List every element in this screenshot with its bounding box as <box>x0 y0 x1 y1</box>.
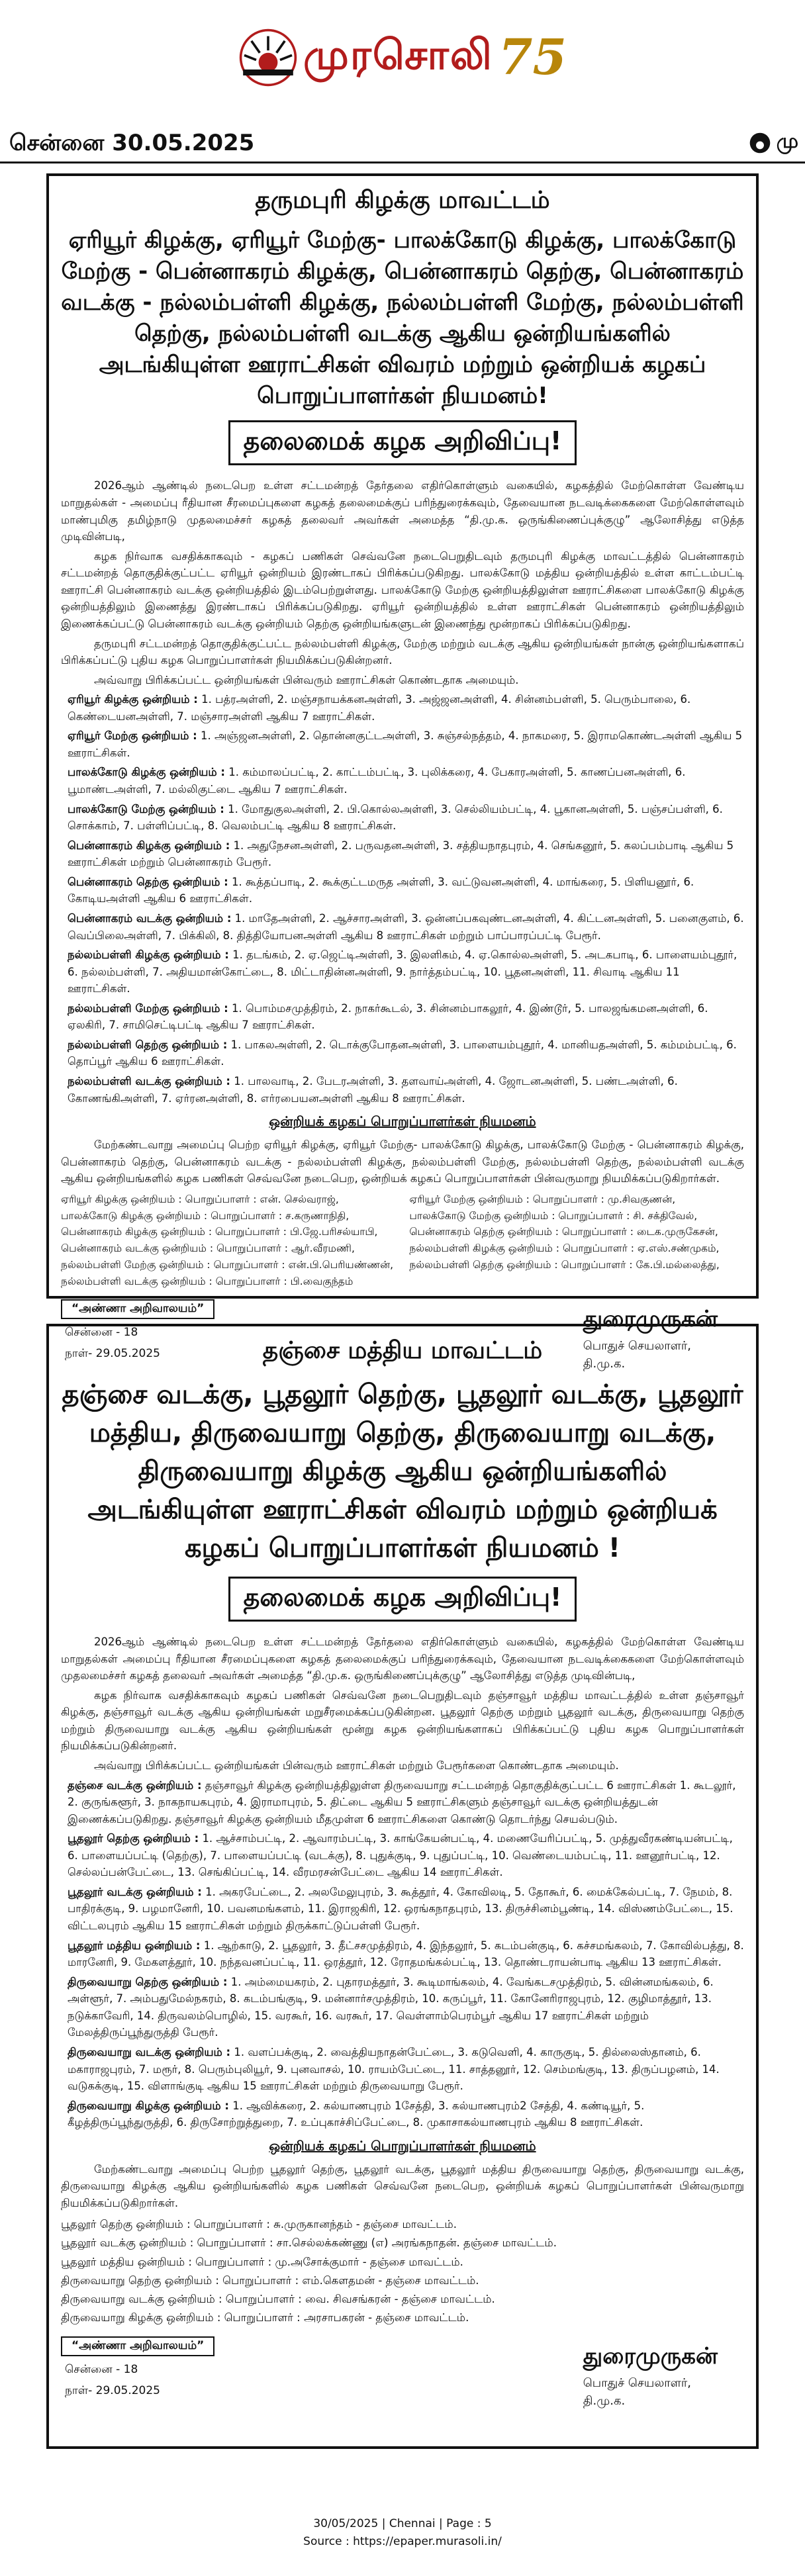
masthead <box>0 0 805 126</box>
masthead-title: முரசொலி <box>303 30 493 79</box>
union-villages: 1. பாலவாடி, 2. பேடரஅள்ளி, 3. தளவாய்அள்ளி, 4. ஜோடனஅள்ளி, 5. பண்டஅள்ளி, 6. கோணங்கிஅள்ளி, 7. ஏர்ரனஅள்ளி, 8. எர்ரபையனஅள்ளி ஆகிய 8 ஊராட்சிகள். <box>68 1075 678 1105</box>
appointments-heading: ஒன்றியக் கழகப் பொறுப்பாளர்கள் நியமனம் <box>269 1113 536 1130</box>
union-list-item <box>68 1937 744 1971</box>
corner-brand <box>749 130 798 156</box>
union-villages: 1. அஞ்ஜனஅள்ளி, 2. தொன்னகுட்டஅள்ளி, 3. சுஞ்சல்நத்தம், 4. நாகமரை, 5. இராமகொண்டஅள்ளி ஆகிய 5 ஊராட்சிகள். <box>68 729 743 759</box>
union-name: ஏரியூர் கிழக்கு ஒன்றியம் : <box>68 693 198 706</box>
appointments-paragraph: மேற்கண்டவாறு அமைப்பு பெற்ற பூதலூர் தெற்கு, பூதலூர் வடக்கு, பூதலூர் மத்திய திருவையாறு தெற்கு, திருவையாறு வடக்கு, திருவையாறு கிழக்கு ஆகிய ஒன்றியங்களில் கழக பணிகள் செவ்வனே நடைபெற, ஒன்றியக் கழகப் பொறுப்பாளர்கள் பின்வருமாறு நியமிக்கப்படுகிறார்கள். <box>61 2162 744 2209</box>
union-villages: 1. ஆற்காடு, 2. பூதலூர், 3. தீட்சசமுத்திரம், 4. இந்தலூர், 5. கடம்பன்குடி, 6. கச்சமங்கலம், 7. கோவில்பத்து, 8. மாரனேரி, 9. மேகளத்தூர், 10. நந்தவனப்பட்டி, 11. ஒரத்தூர், 12. ரோதமங்கல்பட்டி, 13. தொண்டராயன்பாடி ஆகிய 13 ஊராட்சிகள். <box>68 1939 744 1969</box>
union-villages: 1. கம்மாலப்பட்டி, 2. காட்டம்பட்டி, 3. புலிக்கரை, 4. பேகாரஅள்ளி, 5. காணப்பனஅள்ளி, 6. பூமாண்டஅள்ளி, 7. மல்லிகுட்டை ஆகிய 7 ஊராட்சிகள். <box>68 766 686 796</box>
union-list-item <box>68 764 744 798</box>
sun-emblem-icon <box>749 132 771 154</box>
union-villages: 1. அகரபேட்டை, 2. அலமேலுபுரம், 3. கூத்தூர், 4. கோவிலடி, 5. தோகூர், 6. மைக்கேல்பட்டி, 7. நேமம், 8. பாதிரக்குடி, 9. பழமானேரி, 10. பவனமங்களம், 11. இராஜகிரி, 12. ஒரங்கநாதபுரம், 13. திருச்சினம்பூண்டி, 14. விஸ்ணம்பேட்டை, 15. விட்டலபுரம் ஆகிய 15 ஊராட்சிகள் மற்றும் திருக்காட்டுப்பள்ளி பேரூர். <box>68 1885 734 1932</box>
appointment-entry: நல்லம்பள்ளி கிழக்கு ஒன்றியம் : பொறுப்பாளர் : ஏ.எஸ்.சண்முகம், <box>409 1242 720 1255</box>
appointments-paragraph: மேற்கண்டவாறு அமைப்பு பெற்ற ஏரியூர் கிழக்கு, ஏரியூர் மேற்கு- பாலக்கோடு கிழக்கு, பாலக்கோடு மேற்கு - பென்னாகரம் கிழக்கு, பென்னாகரம் தெற்கு, பென்னாகரம் வடக்கு - நல்லம்பள்ளி கிழக்கு, நல்லம்பள்ளி மேற்கு, நல்லம்பள்ளி தெற்கு, நல்லம்பள்ளி வடக்கு ஆகிய ஒன்றியங்களில் கழக பணிகள் செவ்வனே நடைபெற, ஒன்றியக் கழகப் பொறுப்பாளர்கள் பின்வருமாறு நியமிக்கப்படுகிறார்கள். <box>61 1138 744 1185</box>
body-paragraph: 2026ஆம் ஆண்டில் நடைபெற உள்ள சட்டமன்றத் தேர்தலை எதிர்கொள்ளும் வகையில், கழகத்தில் மேற்கொள்ள வேண்டிய மாறுதல்கள் - அமைப்பு ரீதியான சீரமைப்புகளை கழகத் தலைமைக்குப் பரிந்துரைக்கவும், தேவையான நடவடிக்கைகளை மேற்கொள்ளவும் மாண்புமிகு தமிழ்நாடு முதலமைச்சர் கழகத் தலைவர் அவர்கள் அமைத்த “தி.மு.க. ஒருங்கிணைப்புக்குழு” ஆலோசித்து எடுத்த முடிவின்படி, <box>61 479 744 543</box>
union-list-item <box>68 801 744 835</box>
signatory-name: துரைமுருகன் <box>583 2342 718 2369</box>
body-paragraph: அவ்வாறு பிரிக்கப்பட்ட ஒன்றியங்கள் பின்வரும் ஊராட்சிகள் கொண்டதாக அமையும். <box>94 673 519 686</box>
union-villages: 1. அதுநேசனஅள்ளி, 2. பருவதனஅள்ளி, 3. சத்தியநாதபுரம், 4. செங்கனூர், 5. கலப்பம்பாடி ஆகிய 5 ஊராட்சிகள் மற்றும் பென்னாகரம் பேரூர். <box>68 839 734 869</box>
signatory-title: பொதுச் செயலாளர், <box>583 1338 692 1353</box>
body-paragraph: கழக நிர்வாக வசதிக்காகவும் கழகப் பணிகள் செவ்வனே நடைபெறுதிடவும் தஞ்சாவூர் மத்திய மாவட்டத்தில் உள்ள தஞ்சாவூர் கிழக்கு, தஞ்சாவூர் வடக்கு ஆகிய ஒன்றியங்கள் மறுசீரமைக்கப்படுகின்றன. பூதலூர் தெற்கு மற்றும் பூதலூர் வடக்கு, திருவையாறு தெற்கு மற்றும் திருவையாறு வடக்கு ஆகிய ஒன்றியங்கள் மூன்று கழக ஒன்றியங்களாகப் பிரிக்கப்பட்டு புதிய கழக பொறுப்பாளர்கள் நியமிக்கப்படுகின்றனர். <box>61 1688 744 1753</box>
district-title: தருமபுரி கிழக்கு மாவட்டம் <box>255 187 550 214</box>
announcement-date: நாள்- 29.05.2025 <box>65 1346 161 1360</box>
union-list-item <box>68 837 744 871</box>
appointment-entry: பாலக்கோடு கிழக்கு ஒன்றியம் : பொறுப்பாளர் : ச.கருணாநிதி, <box>61 1209 350 1222</box>
union-list-item <box>68 874 744 907</box>
appointment-entry: நல்லம்பள்ளி மேற்கு ஒன்றியம் : பொறுப்பாளர் : என்.பி.பெரியண்ணன், <box>61 1259 394 1271</box>
appointment-entry: ஏரியூர் கிழக்கு ஒன்றியம் : பொறுப்பாளர் : என். செல்வராஜ், <box>61 1193 339 1205</box>
rising-sun-emblem-icon <box>238 28 298 87</box>
office-city: சென்னை - 18 <box>65 1325 138 1339</box>
union-name: திருவையாறு தெற்கு ஒன்றியம் : <box>68 1975 228 1988</box>
masthead-logo <box>238 8 567 107</box>
dateline: சென்னை 30.05.2025 <box>9 130 255 156</box>
appointment-entry: பென்னாகரம் தெற்கு ஒன்றியம் : பொறுப்பாளர் : டைக.முருகேசன், <box>409 1226 718 1238</box>
appointments-right-column <box>409 1191 744 1290</box>
union-name: நல்லம்பள்ளி மேற்கு ஒன்றியம் : <box>68 1001 228 1015</box>
union-name: பூதலூர் மத்திய ஒன்றியம் : <box>68 1939 201 1952</box>
dateline-divider <box>0 161 805 163</box>
union-list-item <box>68 1073 744 1107</box>
union-list-item <box>68 1830 744 1881</box>
union-list-item <box>68 1974 744 2041</box>
corner-brand-text: மு <box>776 130 798 153</box>
body-paragraph: கழக நிர்வாக வசதிக்காகவும் - கழகப் பணிகள் செவ்வனே நடைபெறுதிடவும் தருமபுரி கிழக்கு மாவட்டத்தில் பென்னாகரம் சட்டமன்றத் தொகுதிக்குட்பட்ட ஏரியூர் ஒன்றியம் இரண்டாகப் பிரிக்கப்படுகிறது. பாலக்கோடு மத்திய ஒன்றியத்தில் உள்ள காட்டம்பட்டி ஊராட்சி பென்னாகரம் வடக்கு ஒன்றியத்தில் இடம்பெற்றுள்ளது. பாலக்கோடு மேற்கு ஒன்றியத்திலுள்ள ஊராட்சிகளை பாலக்கோடு கிழக்கு ஒன்றியத்திலும் இணைத்து இரண்டாகப் பிரிக்கப்படுகிறது. ஏரியூர் ஒன்றியத்தில் உள்ள ஊராட்சிகள் பென்னாகரம் ஒன்றியத்திலும் இணைக்கப்பட்டு பென்னாகரம் வடக்கு ஒன்றியம் தெற்கு ஒன்றியங்களுடன் இணைந்து மூன்றாகப் பிரிக்கப்படுகிறது. <box>61 549 744 630</box>
appointments-list <box>61 2215 744 2326</box>
headquarters-announcement-banner: தலைமைக் கழக அறிவிப்பு! <box>228 420 577 465</box>
appointment-entry: நல்லம்பள்ளி தெற்கு ஒன்றியம் : பொறுப்பாளர் : கே.பி.மல்லைத்து, <box>409 1259 720 1271</box>
union-list-item <box>68 1777 744 1828</box>
union-name: பென்னாகரம் தெற்கு ஒன்றியம் : <box>68 875 228 888</box>
page-info: 30/05/2025 | Chennai | Page : 5 <box>313 2517 492 2530</box>
announcement-date: நாள்- 29.05.2025 <box>65 2383 161 2397</box>
announcement-headline: ஏரியூர் கிழக்கு, ஏரியூர் மேற்கு- பாலக்கோடு கிழக்கு, பாலக்கோடு மேற்கு - பென்னாகரம் கிழக்கு, பென்னாகரம் தெற்கு, பென்னாகரம் வடக்கு - நல்லம்பள்ளி கிழக்கு, நல்லம்பள்ளி மேற்கு, நல்லம்பள்ளி தெற்கு, நல்லம்பள்ளி வடக்கு ஆகிய ஒன்றியங்களில் அடங்கியுள்ள ஊராட்சிகள் விவரம் மற்றும் ஒன்றியக் கழகப் பொறுப்பாளர்கள் நியமனம்! <box>61 227 744 409</box>
union-villages: 1. ஆச்சாம்பட்டி, 2. ஆவாரம்பட்டி, 3. காங்கேயன்பட்டி, 4. மணையேரிப்பட்டி, 5. முத்துவீரகண்டியன்பட்டி, 6. பாளையப்பட்டி (தெற்கு), 7. பாளையப்பட்டி (வடக்கு), 8. புதுக்குடி, 9. புதுப்பட்டி, 10. வெண்டையம்பட்டி, 11. ஊனூர்பட்டி, 12. செல்லப்பன்பேட்டை, 13. செங்கிப்பட்டி, 14. வீரமரசன்பேட்டை ஆகிய 14 ஊராட்சிகள். <box>68 1832 733 1879</box>
union-name: பென்னாகரம் கிழக்கு ஒன்றியம் : <box>68 839 230 852</box>
anniversary-mark: 75 <box>498 29 567 86</box>
union-name: பூதலூர் வடக்கு ஒன்றியம் : <box>68 1885 202 1898</box>
union-name: திருவையாறு வடக்கு ஒன்றியம் : <box>68 2045 231 2058</box>
union-name: நல்லம்பள்ளி வடக்கு ஒன்றியம் : <box>68 1075 230 1087</box>
appointments-heading: ஒன்றியக் கழகப் பொறுப்பாளர்கள் நியமனம் <box>269 2137 536 2154</box>
announcement-thanjavur <box>46 1324 759 2449</box>
union-villages: 1. வளப்பக்குடி, 2. வைத்தியநாதன்பேட்டை, 3. கடுவெளி, 4. காருகுடி, 5. தில்லைஸ்தானம், 6. மகாராஜபுரம், 7. மரூர், 8. பெரும்புலியூர், 9. புனவாசல், 10. ராயம்பேட்டை, 11. சாத்தனூர், 12. செம்மங்குடி, 13. திருப்பழனம், 14. வடுகக்குடி, 15. விளாங்குடி ஆகிய 15 ஊராட்சிகள் மற்றும் திருவையாறு பேரூர். <box>68 2045 720 2093</box>
appointment-entry: பென்னாகரம் வடக்கு ஒன்றியம் : பொறுப்பாளர் : ஆர்.வீரமணி, <box>61 1242 355 1255</box>
signatory-party: தி.மு.க. <box>583 2393 626 2408</box>
office-city: சென்னை - 18 <box>65 2362 138 2376</box>
signatory-title: பொதுச் செயலாளர், <box>583 2375 692 2390</box>
union-villages: 1. தடங்கம், 2. ஏ.ஜெட்டிஅள்ளி, 3. இலளிகம், 4. ஏ.கொல்லஅள்ளி, 5. அடகபாடி, 6. பாளையம்புதூர், 6. நல்லம்பள்ளி, 7. அதியமான்கோட்டை, 8. மிட்டாதின்னஅள்ளி, 9. நார்த்தம்பட்டி, 10. பூதனஅள்ளி, 11. சிவாடி ஆகிய 11 ஊராட்சிகள். <box>68 948 737 995</box>
headquarters-announcement-banner: தலைமைக் கழக அறிவிப்பு! <box>228 1577 577 1622</box>
district-title: தஞ்சை மத்திய மாவட்டம் <box>262 1337 543 1364</box>
union-list-item <box>68 1884 744 1935</box>
union-villages: 1. பாகலஅள்ளி, 2. டொக்குபோதனஅள்ளி, 3. பாளையம்புதூர், 4. மானியதஅள்ளி, 5. கம்மம்பட்டி, 6. தொப்பூர் ஆகிய 6 ஊராட்சிகள். <box>68 1038 737 1068</box>
signatory-name: துரைமுருகன் <box>583 1305 718 1332</box>
appointment-entry: திருவையாறு வடக்கு ஒன்றியம் : பொறுப்பாளர் : வை. சிவசங்கரன் - தஞ்சை மாவட்டம். <box>61 2292 495 2305</box>
union-villages: 1. கூத்தப்பாடி, 2. கூக்குட்டமருத அள்ளி, 3. வட்டுவனஅள்ளி, 4. மாங்கரை, 5. பிளியனூர், 6. கோடியஅள்ளி ஆகிய 6 ஊராட்சிகள். <box>68 875 694 905</box>
appointment-entry: பூதலூர் வடக்கு ஒன்றியம் : பொறுப்பாளர் : சா.செல்லக்கண்ணு (எ) அரங்கநாதன். தஞ்சை மாவட்டம். <box>61 2236 557 2250</box>
union-list-item <box>68 2097 744 2131</box>
office-name: “அண்ணா அறிவாலயம்” <box>61 1299 214 1319</box>
body-paragraph: 2026ஆம் ஆண்டில் நடைபெற உள்ள சட்டமன்றத் தேர்தலை எதிர்கொள்ளும் வகையில், கழகத்தில் மேற்கொள்ள வேண்டிய மாறுதல்கள் அமைப்பு ரீதியான சீரமைப்புகளை கழகத் தலைமைக்குப் பரிந்துரைக்கவும், தேவையான நடவடிக்கைகளை மேற்கொள்ளவும் முதலமைச்சர் கழகத் தலைவர் அவர்கள் அமைத்த “தி.மு.க. ஒருங்கிணைப்புக்குழு” ஆலோசித்து எடுத்த முடிவின்படி, <box>61 1635 744 1682</box>
office-name: “அண்ணா அறிவாலயம்” <box>61 2336 214 2356</box>
union-name: நல்லம்பள்ளி தெற்கு ஒன்றியம் : <box>68 1038 228 1051</box>
union-name: தஞ்சை வடக்கு ஒன்றியம் : <box>68 1778 202 1792</box>
union-list-item <box>68 727 744 761</box>
union-name: திருவையாறு கிழக்கு ஒன்றியம் : <box>68 2099 229 2112</box>
union-villages: 1. பத்ரஅள்ளி, 2. மஞ்சநாயக்கனஅள்ளி, 3. அஜ்ஜனஅள்ளி, 4. சின்னம்பள்ளி, 5. பெரும்பாலை, 6. கெண்டையனஅள்ளி, 7. மஞ்சாரஅள்ளி ஆகிய 7 ஊராட்சிகள். <box>68 693 691 723</box>
union-name: பென்னாகரம் வடக்கு ஒன்றியம் : <box>68 911 232 925</box>
union-list-item <box>68 1000 744 1034</box>
union-list-item <box>68 910 744 944</box>
body-paragraph: தருமபுரி சட்டமன்றத் தொகுதிக்குட்பட்ட நல்லம்பள்ளி கிழக்கு, மேற்கு மற்றும் வடக்கு ஆகிய ஒன்றியங்கள் நான்கு ஒன்றியங்களாகப் பிரிக்கப்பட்டு புதிய கழக பொறுப்பாளர்கள் நியமிக்கப்படுகின்றனர். <box>61 637 744 667</box>
appointment-entry: பென்னாகரம் கிழக்கு ஒன்றியம் : பொறுப்பாளர் : பி.ஜே.பரிசல்யாபி, <box>61 1226 378 1238</box>
source-link[interactable]: Source : https://epaper.murasoli.in/ <box>303 2535 502 2549</box>
union-list-item <box>68 1036 744 1070</box>
announcement-footer <box>61 2336 744 2436</box>
appointment-entry: திருவையாறு தெற்கு ஒன்றியம் : பொறுப்பாளர் : எம்.கௌதமன் - தஞ்சை மாவட்டம். <box>61 2274 479 2287</box>
appointment-entry: பூதலூர் தெற்கு ஒன்றியம் : பொறுப்பாளர் : சு.முருகானந்தம் - தஞ்சை மாவட்டம். <box>61 2218 457 2231</box>
union-name: பாலக்கோடு கிழக்கு ஒன்றியம் : <box>68 766 225 779</box>
appointment-entry: திருவையாறு கிழக்கு ஒன்றியம் : பொறுப்பாளர் : அரசாபகரன் - தஞ்சை மாவட்டம். <box>61 2311 469 2324</box>
appointment-entry: பூதலூர் மத்திய ஒன்றியம் : பொறுப்பாளர் : மு.அசோக்குமார் - தஞ்சை மாவட்டம். <box>61 2255 463 2268</box>
union-list-item <box>68 946 744 997</box>
union-villages: 1. பொம்மசமுத்திரம், 2. நாகர்கூடல், 3. சின்னம்பாகலூர், 4. இண்டூர், 5. பாலஜங்கமனஅள்ளி, 6. ஏலகிரி, 7. சாமிசெட்டிபட்டி ஆகிய 7 ஊராட்சிகள். <box>68 1001 708 1032</box>
union-villages: 1. மாதேஅள்ளி, 2. ஆச்சாரஅள்ளி, 3. ஒன்னப்பகவுண்டனஅள்ளி, 4. கிட்டனஅள்ளி, 5. பனைகுளம், 6. வெப்பிலைஅள்ளி, 7. பிக்கிலி, 8. தித்தியோபனஅள்ளி ஆகிய 8 ஊராட்சிகள் மற்றும் பாப்பாரப்பட்டி பேரூர். <box>68 911 744 942</box>
union-villages: 1. ஆவிக்கரை, 2. கல்யாணபுரம் 1சேத்தி, 3. கல்யாணபுரம்2 சேத்தி, 4. கண்டியூர், 5. கீழத்திருப்பூந்துருத்தி, 6. திருசோற்றுத்துறை, 7. உப்புகாச்சிப்பேட்டை, 8. முகாசாகல்யாணபுரம் ஆகிய 8 ஊராட்சிகள். <box>68 2099 645 2129</box>
signature-block <box>583 2343 718 2409</box>
appointment-entry: ஏரியூர் மேற்கு ஒன்றியம் : பொறுப்பாளர் : மு.சிவகுணன், <box>409 1193 676 1205</box>
appointments-list <box>61 1191 744 1290</box>
union-name: ஏரியூர் மேற்கு ஒன்றியம் : <box>68 729 197 743</box>
appointment-entry: நல்லம்பள்ளி வடக்கு ஒன்றியம் : பொறுப்பாளர் : பி.வைகுந்தம் <box>61 1275 354 1287</box>
appointment-entry: பாலக்கோடு மேற்கு ஒன்றியம் : பொறுப்பாளர் : சி. சக்திவேல், <box>409 1209 698 1222</box>
union-list-item <box>68 691 744 725</box>
union-name: நல்லம்பள்ளி கிழக்கு ஒன்றியம் : <box>68 948 229 962</box>
announcement-headline: தஞ்சை வடக்கு, பூதலூர் தெற்கு, பூதலூர் வடக்கு, பூதலூர் மத்திய, திருவையாறு தெற்கு, திருவையாறு வடக்கு, திருவையாறு கிழக்கு ஆகிய ஒன்றியங்களில் அடங்கியுள்ள ஊராட்சிகள் விவரம் மற்றும் ஒன்றியக் கழகப் பொறுப்பாளர்கள் நியமனம் ! <box>62 1379 743 1563</box>
union-villages: 1. அம்மையகரம், 2. புதாரமத்தூர், 3. கூடிமாங்கலம், 4. வேங்கடசமுத்திரம், 5. வின்னமங்கலம், 6. அள்ளூர், 7. அம்பதுமேல்நகரம், 8. கடம்பங்குடி, 9. மன்னார்சமுத்திரம், 10. கருப்பூர், 11. கோனேரிராஜபுரம், 12. குழிமாத்தூர், 13. நடுக்காவேரி, 14. திருவலம்பொழில், 15. வரகூர், 16. வரகூர், 17. வெள்ளாம்பெரம்பூர் ஆகிய 17 ஊராட்சிகள் மற்றும் மேலத்திருப்பூந்துருத்தி பேரூர். <box>68 1975 714 2039</box>
union-villages: 1. மோதுகுலஅள்ளி, 2. பி.கொல்லஅள்ளி, 3. செல்லியம்பட்டி, 4. பூகானஅள்ளி, 5. பஞ்சப்பள்ளி, 6. சொக்காம், 7. பள்ளிப்பட்டி, 8. வெலம்பட்டி ஆகிய 8 ஊராட்சிகள். <box>68 802 723 833</box>
union-villages: தஞ்சாவூர் கிழக்கு ஒன்றியத்திலுள்ள திருவையாறு சட்டமன்றத் தொகுதிக்குட்பட்ட 6 ஊராட்சிகள் 1. கூடலூர், 2. குருங்களூர், 3. நாகநாயகபுரம், 4. இராமாபுரம், 5. திட்டை ஆகிய 5 ஊராட்சிகளும் தஞ்சாவூர் வடக்கு ஒன்றியத்துடன் இணைக்கப்படுகிறது. தஞ்சாவூர் கிழக்கு ஒன்றியம் மீதமுள்ள 6 ஊராட்சிகளை கொண்டு தொடர்ந்து செயல்படும். <box>68 1778 736 1825</box>
union-list-item <box>68 2044 744 2095</box>
signatory-party: தி.மு.க. <box>583 1356 626 1371</box>
appointments-left-column <box>61 1191 396 1290</box>
union-name: பூதலூர் தெற்கு ஒன்றியம் : <box>68 1832 199 1845</box>
page-footer <box>0 2515 805 2551</box>
body-paragraph: அவ்வாறு பிரிக்கப்பட்ட ஒன்றியங்கள் பின்வரும் ஊராட்சிகள் மற்றும் பேரூர்களை கொண்டதாக அமையும். <box>94 1759 619 1772</box>
union-name: பாலக்கோடு மேற்கு ஒன்றியம் : <box>68 802 224 815</box>
